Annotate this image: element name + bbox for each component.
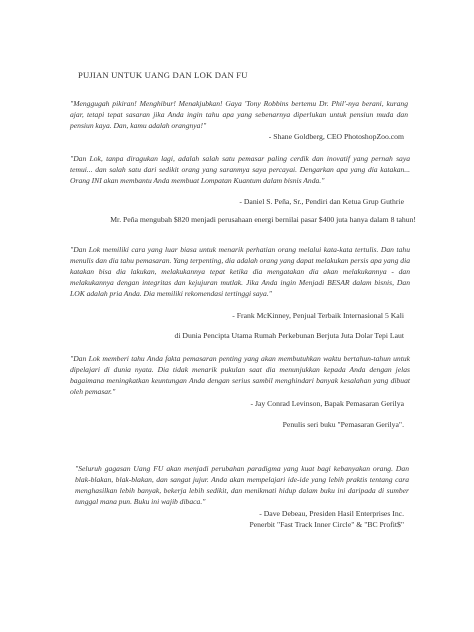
attribution-goldberg: - Shane Goldberg, CEO PhotoshopZoo.com (268, 132, 404, 141)
testimonial-quote-levinson: "Dan Lok memberi tahu Anda fakta pemasaran penting yang akan membutuhkan waktu bertahun-tahun untuk dipelajari di dunia nyata. Dia tidak menarik pukulan saat dia menunjukkan kepada Anda dengan jelas bagaimana meningkatkan keuntungan Anda dengan serius sambil menghindari banyak kesalahan yang dibuat oleh pemasar." (70, 354, 410, 396)
attribution-levinson-detail: Penulis seri buku "Pemasaran Gerilya". (282, 420, 404, 429)
attribution-debeau-detail: Penerbit "Fast Track Inner Circle" & "BC Profit$" (249, 520, 404, 529)
testimonial-quote-goldberg: "Menggugah pikiran! Menghibur! Menakjubkan! Gaya 'Tony Robbins bertemu Dr. Phil'-nya berani, kurang ajar, tetapi tepat sasaran jika Anda ingin tahu apa yang sebenarnya diperlukan untuk pensiun muda dan pensiun kaya. Dan, kamu adalah orangnya!" (70, 99, 408, 130)
attribution-debeau: - Dave Debeau, Presiden Hasil Enterprises Inc. (259, 509, 404, 518)
testimonial-quote-mckinney: "Dan Lok memiliki cara yang luar biasa untuk menarik perhatian orang melalui kata-kata tertulis. Dan tahu menulis dan dia tahu pemasaran. Yang terpenting, dia adalah orang yang dapat melakukan persis apa yang dia katakan bisa dia lakukan, melakukannya tepat ketika dia mengatakan dia akan melakukannya - dan melakukannya dengan integritas dan kejujuran mutlak. Jika Anda ingin Menjadi BESAR dalam bisnis, Dan LOK adalah pria Anda. Dia memiliki rekomendasi tertinggi saya." (70, 245, 410, 298)
page-title: PUJIAN UNTUK UANG DAN LOK DAN FU (78, 70, 248, 80)
attribution-mckinney: - Frank McKinney, Penjual Terbaik Internasional 5 Kali (232, 311, 404, 320)
pena-note: Mr. Peña mengubah $820 menjadi perusahaan energi bernilai pasar $400 juta hanya dalam 8 tahun! (110, 215, 416, 224)
testimonial-quote-debeau: "Seluruh gagasan Uang FU akan menjadi perubahan paradigma yang kuat bagi kebanyakan orang. Dan blak-blakan, blak-blakan, dan sangat jujur. Anda akan mempelajari ide-ide yang lebih praktis tentang cara menghasilkan lebih banyak, bekerja lebih sedikit, dan menikmati hidup dalam buku ini daripada di sumber tunggal mana pun. Buku ini wajib dibaca." (75, 464, 409, 506)
attribution-pena: - Daniel S. Peña, Sr., Pendiri dan Ketua Grup Guthrie (239, 197, 404, 206)
attribution-mckinney-detail: di Dunia Pencipta Utama Rumah Perkebunan Berjuta Juta Dolar Tepi Laut (174, 331, 404, 340)
attribution-levinson: - Jay Conrad Levinson, Bapak Pemasaran Gerilya (250, 399, 404, 408)
testimonial-quote-pena: "Dan Lok, tanpa diragukan lagi, adalah salah satu pemasar paling cerdik dan inovatif yang pernah saya temui... dan salah satu dari sedikit orang yang saranmya saya percayai. Dengarkan apa yang dia katakan... Orang INI akan membantu Anda membuat Lompatan Kuantum dalam bisnis Anda." (70, 154, 410, 185)
